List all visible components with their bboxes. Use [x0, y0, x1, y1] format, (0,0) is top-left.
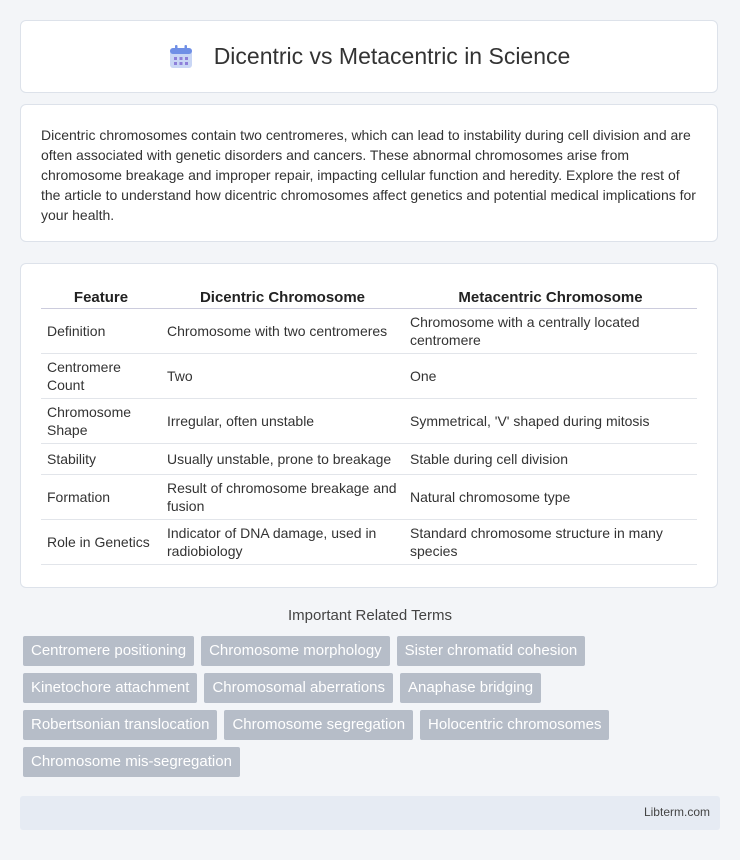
- table-cell: Result of chromosome breakage and fusion: [161, 475, 404, 520]
- footer: [20, 796, 720, 830]
- table-cell: Centromere Count: [41, 354, 161, 399]
- term-tag[interactable]: Chromosome mis-segregation: [23, 747, 240, 777]
- page-title: Dicentric vs Metacentric in Science: [213, 43, 571, 69]
- table-cell: Chromosome with two centromeres: [161, 309, 404, 354]
- table-row: [41, 309, 697, 354]
- term-tag[interactable]: Kinetochore attachment: [23, 673, 197, 703]
- column-header: Dicentric Chromosome: [161, 284, 404, 309]
- table-cell: One: [404, 354, 697, 399]
- calendar-icon: [168, 44, 194, 70]
- footer-brand[interactable]: Libterm.com: [643, 805, 710, 819]
- related-terms-title: Important Related Terms: [288, 607, 452, 624]
- table-cell: Symmetrical, 'V' shaped during mitosis: [404, 399, 697, 444]
- table-cell: Formation: [41, 475, 161, 520]
- table-cell: Role in Genetics: [41, 520, 161, 565]
- table-cell: Stable during cell division: [404, 444, 697, 475]
- intro-card: [20, 104, 718, 242]
- column-header: Feature: [41, 284, 161, 309]
- table-row: [41, 444, 697, 475]
- table-cell: Chromosome with a centrally located centromere: [404, 309, 697, 354]
- table-cell: Stability: [41, 444, 161, 475]
- header-card: [20, 20, 718, 93]
- table-row: [41, 475, 697, 520]
- term-tag[interactable]: Anaphase bridging: [400, 673, 541, 703]
- intro-text: Dicentric chromosomes contain two centromeres, which can lead to instability during cell division and are often associated with genetic disorders and cancers. These abnormal chromosomes arise from chromosome breakage and improper repair, impacting cellular function and heredity. Explore the rest of the article to understand how dicentric chromosomes affect genetics and potential medical implications for your health.: [41, 127, 696, 223]
- column-header: Metacentric Chromosome: [404, 284, 697, 309]
- table-cell: Standard chromosome structure in many species: [404, 520, 697, 565]
- term-tag[interactable]: Chromosome morphology: [201, 636, 390, 666]
- term-tag[interactable]: Centromere positioning: [23, 636, 194, 666]
- related-terms-section: [20, 607, 720, 777]
- table-header-row: [41, 284, 697, 309]
- table-cell: Natural chromosome type: [404, 475, 697, 520]
- table-row: [41, 354, 697, 399]
- comparison-table: [41, 284, 697, 565]
- term-tag[interactable]: Sister chromatid cohesion: [397, 636, 586, 666]
- comparison-card: [20, 263, 718, 588]
- term-tag[interactable]: Chromosomal aberrations: [204, 673, 393, 703]
- table-cell: Irregular, often unstable: [161, 399, 404, 444]
- table-cell: Chromosome Shape: [41, 399, 161, 444]
- term-tag[interactable]: Robertsonian translocation: [23, 710, 217, 740]
- table-cell: Usually unstable, prone to breakage: [161, 444, 404, 475]
- table-cell: Two: [161, 354, 404, 399]
- table-row: [41, 520, 697, 565]
- term-tag[interactable]: Holocentric chromosomes: [420, 710, 609, 740]
- table-cell: Indicator of DNA damage, used in radiobiology: [161, 520, 404, 565]
- term-tag[interactable]: Chromosome segregation: [224, 710, 413, 740]
- table-cell: Definition: [41, 309, 161, 354]
- term-tag-list: [20, 636, 720, 777]
- table-row: [41, 399, 697, 444]
